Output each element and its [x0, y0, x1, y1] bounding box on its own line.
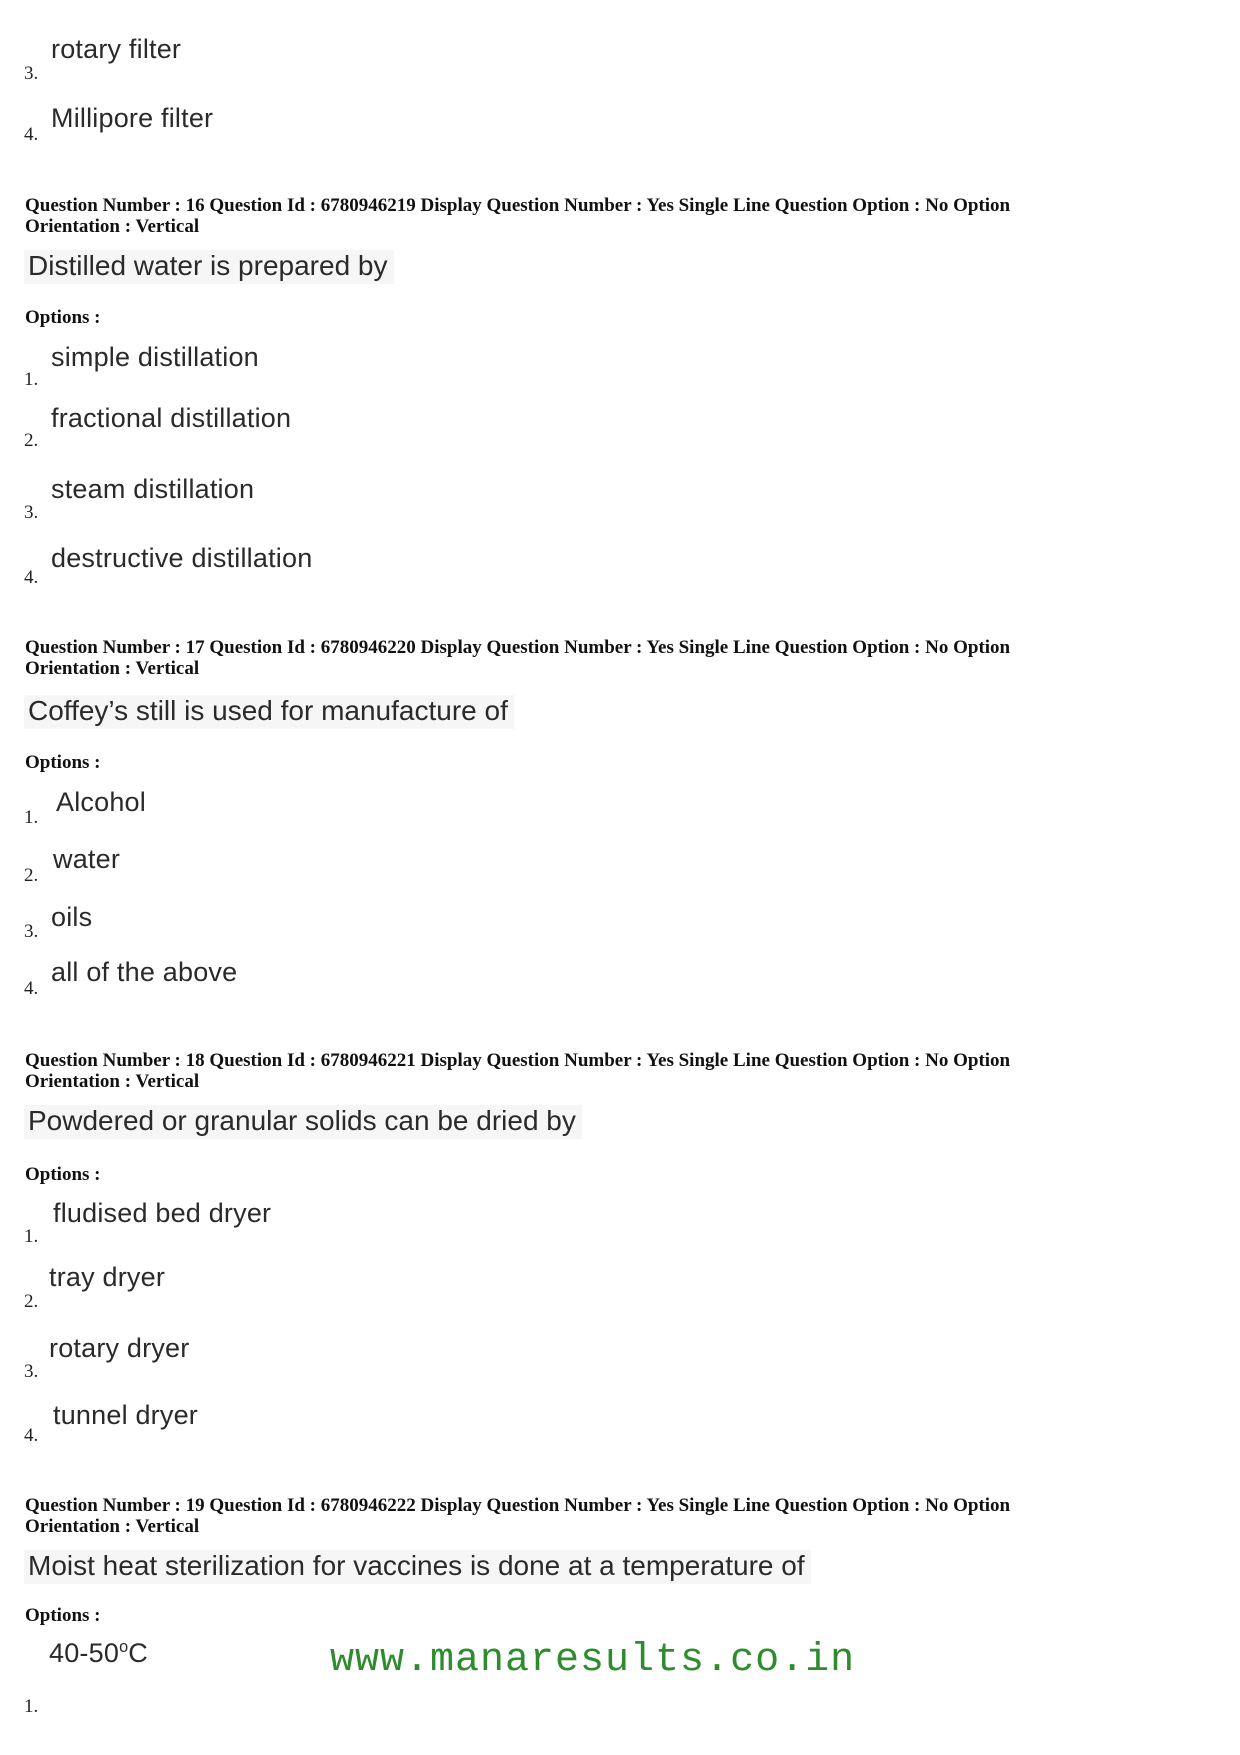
options-label: Options :	[25, 752, 101, 773]
option-text: tray dryer	[49, 1262, 166, 1292]
option-number: 2.	[24, 1291, 39, 1312]
options-label: Options :	[25, 1164, 101, 1185]
question-text: Coffey’s still is used for manufacture of	[24, 695, 514, 729]
option-number: 1.	[24, 1696, 39, 1717]
option-number: 2.	[24, 865, 39, 886]
option-number: 4.	[24, 978, 39, 999]
option-number: 4.	[24, 567, 39, 588]
option-text: rotary filter	[51, 34, 182, 64]
option-text: simple distillation	[51, 342, 259, 372]
option-number: 1.	[24, 807, 39, 828]
option-text: rotary dryer	[49, 1333, 190, 1363]
option-number: 3.	[24, 502, 39, 523]
question-meta-line: Orientation : Vertical	[25, 1071, 200, 1092]
option-text: oils	[51, 902, 93, 932]
option-text: steam distillation	[51, 474, 255, 504]
question-meta-line: Question Number : 19 Question Id : 6780946222 Display Question Number : Yes Single Line Question Option : No Option	[25, 1495, 1011, 1516]
option-text: Millipore filter	[51, 103, 214, 133]
option-text: tunnel dryer	[53, 1400, 198, 1430]
question-text: Powdered or granular solids can be dried by	[24, 1105, 582, 1139]
option-text-value: 40-50	[49, 1638, 120, 1668]
option-number: 4.	[24, 124, 39, 145]
option-number: 2.	[24, 430, 39, 451]
watermark-url: www.manaresults.co.in	[330, 1638, 856, 1683]
question-meta-line: Question Number : 17 Question Id : 6780946220 Display Question Number : Yes Single Line Question Option : No Option	[25, 637, 1011, 658]
question-meta-line: Orientation : Vertical	[25, 658, 200, 679]
options-label: Options :	[25, 307, 101, 328]
question-meta-line: Orientation : Vertical	[25, 216, 200, 237]
option-number: 3.	[24, 921, 39, 942]
option-text: fludised bed dryer	[53, 1198, 272, 1228]
question-text: Moist heat sterilization for vaccines is done at a temperature of	[24, 1550, 811, 1584]
option-text	[49, 1638, 148, 1669]
question-meta-line: Question Number : 18 Question Id : 6780946221 Display Question Number : Yes Single Line Question Option : No Option	[25, 1050, 1011, 1071]
option-text: Alcohol	[56, 787, 146, 817]
degree-sign: o	[119, 1638, 129, 1656]
options-label: Options :	[25, 1605, 101, 1626]
option-number: 3.	[24, 63, 39, 84]
option-text: water	[53, 844, 121, 874]
option-number: 1.	[24, 369, 39, 390]
question-meta	[25, 1495, 1205, 1537]
option-text: fractional distillation	[51, 403, 292, 433]
question-text: Distilled water is prepared by	[24, 250, 394, 284]
question-meta-line: Orientation : Vertical	[25, 1516, 200, 1537]
option-text: destructive distillation	[51, 543, 313, 573]
option-text-unit: C	[128, 1638, 148, 1668]
option-number: 3.	[24, 1361, 39, 1382]
question-meta-line: Question Number : 16 Question Id : 6780946219 Display Question Number : Yes Single Line Question Option : No Option	[25, 195, 1011, 216]
question-meta	[25, 1050, 1205, 1092]
option-number: 4.	[24, 1425, 39, 1446]
option-text: all of the above	[51, 957, 238, 987]
question-meta	[25, 195, 1205, 237]
option-number: 1.	[24, 1226, 39, 1247]
question-meta	[25, 637, 1205, 679]
